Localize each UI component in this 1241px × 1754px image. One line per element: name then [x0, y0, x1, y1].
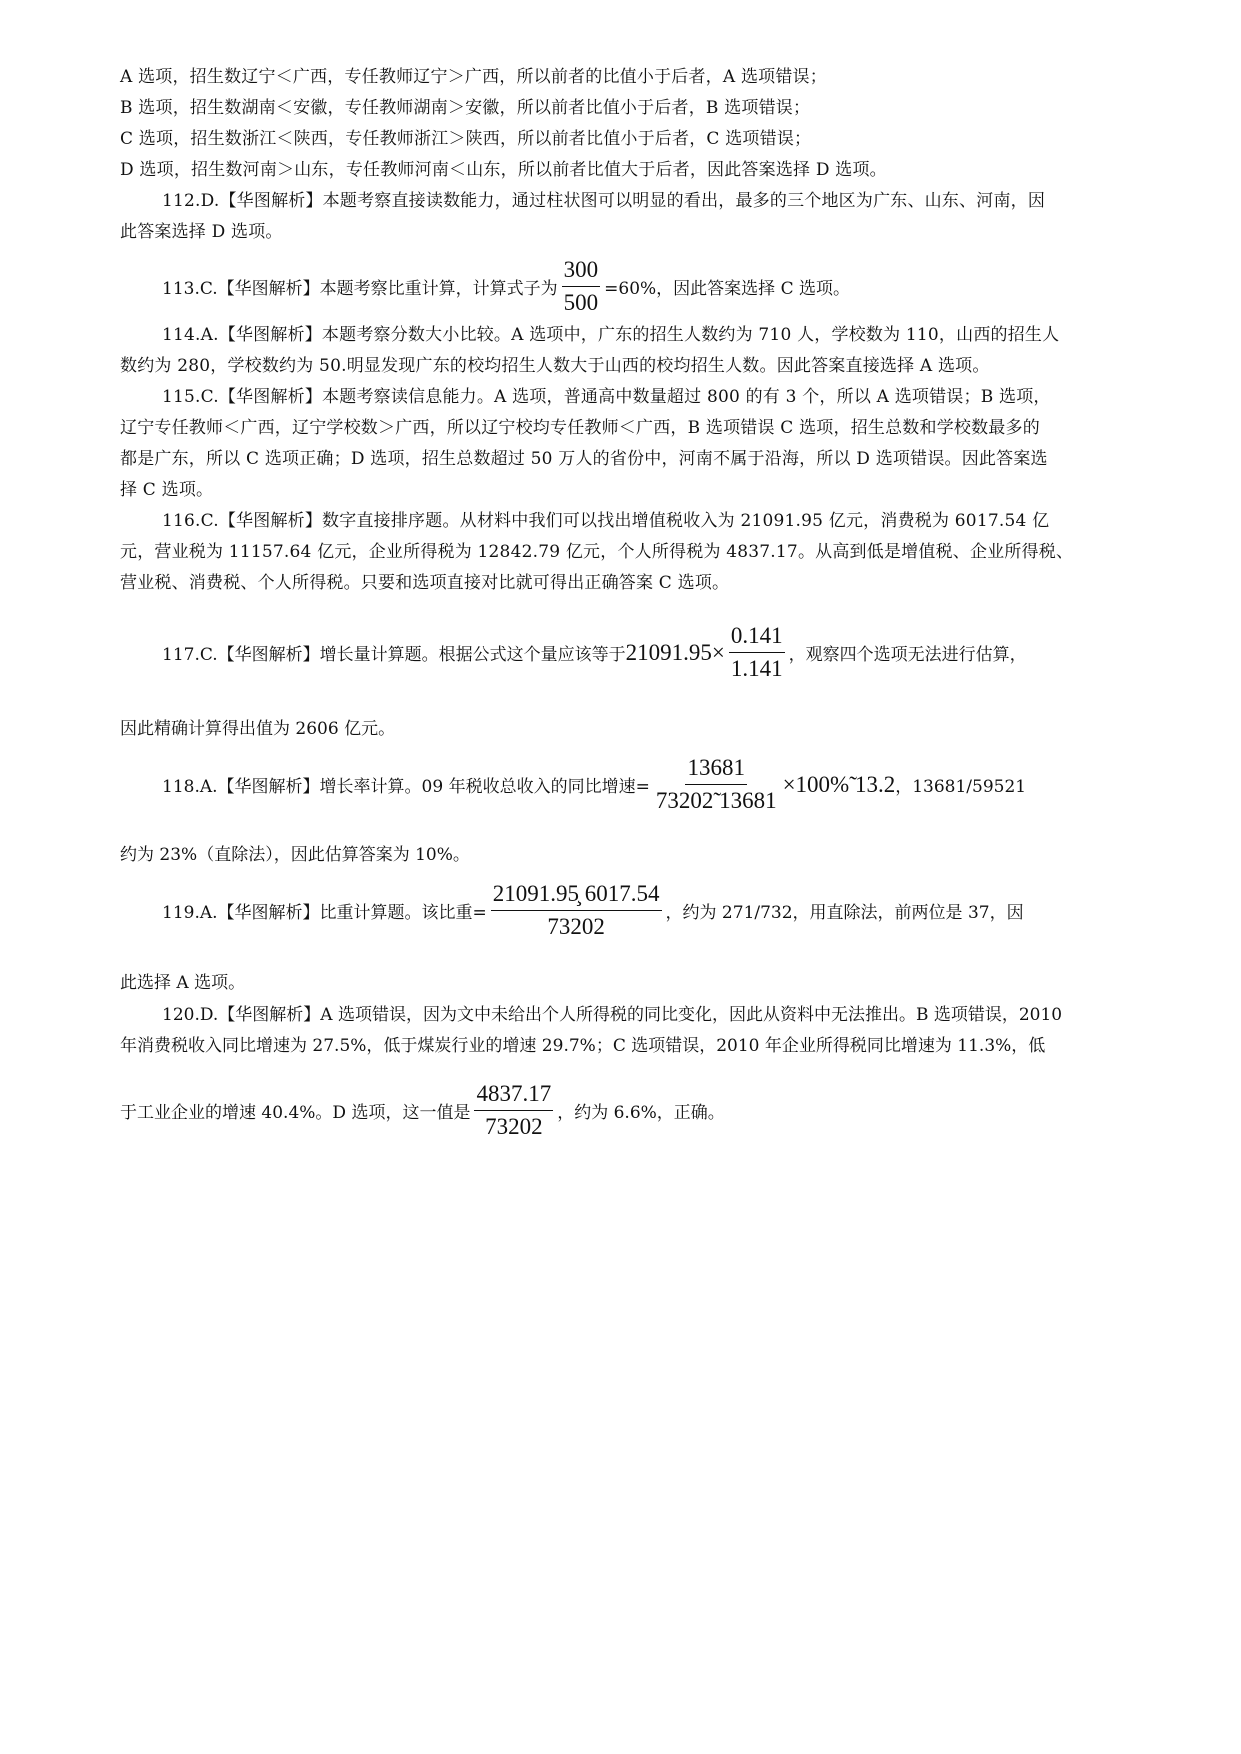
answer-113 — [162, 256, 850, 317]
fraction-denominator: 73202̃ 13681 — [655, 788, 777, 813]
answer-120 — [120, 1080, 725, 1141]
fraction-numerator: 13681 — [685, 754, 747, 785]
fraction-denominator: 73202 — [485, 1114, 543, 1139]
fraction-denominator: 1.141 — [730, 656, 783, 681]
fraction-numerator: 4837.17 — [474, 1080, 553, 1111]
text-line: 择 C 选项。 — [120, 480, 214, 500]
text-line: 营业税、消费税、个人所得税。只要和选项直接对比就可得出正确答案 C 选项。 — [120, 573, 730, 593]
text-line: 数约为 280，学校数约为 50.明显发现广东的校均招生人数大于山西的校均招生人数。因此答案直接选择 A 选项。 — [120, 356, 990, 376]
text-line: 115.C.【华图解析】本题考察读信息能力。A 选项，普通高中数量超过 800 的有 3 个，所以 A 选项错误；B 选项， — [162, 387, 1051, 407]
fraction-numerator: 21091.95̧ 6017.54 — [491, 880, 662, 911]
answer-117 — [162, 622, 1027, 683]
text-line: 辽宁专任教师＜广西，辽宁学校数＞广西，所以辽宁校均专任教师＜广西，B 选项错误 C 选项，招生总数和学校数最多的 — [120, 418, 1040, 438]
text-line: 都是广东，所以 C 选项正确；D 选项，招生总数超过 50 万人的省份中，河南不属于沿海，所以 D 选项错误。因此答案选 — [120, 449, 1048, 469]
fraction-denominator: 73202 — [547, 914, 605, 939]
text-line: B 选项，招生数湖南＜安徽，专任教师湖南＞安徽，所以前者比值小于后者，B 选项错误； — [120, 98, 811, 118]
text-line: 112.D.【华图解析】本题考察直接读数能力，通过柱状图可以明显的看出，最多的三个地区为广东、山东、河南，因 — [162, 191, 1046, 211]
fraction-numerator: 0.141 — [729, 622, 785, 653]
fraction-117 — [729, 622, 785, 683]
fraction-119 — [491, 880, 662, 941]
formula-base: 21091.95 — [625, 639, 712, 665]
answer-119 — [162, 880, 1024, 941]
answer-block-111-112 — [120, 62, 1128, 248]
answer-120-line2: 年消费税收入同比增速为 27.5%，低于煤炭行业的增速 29.7%；C 选项错误，2010 年企业所得税同比增速为 11.3%，低 — [120, 1036, 1046, 1056]
answer-120-text: 于工业企业的增速 40.4%。D 选项，这一值是 — [120, 1103, 471, 1123]
fraction-denominator: 500 — [563, 290, 599, 315]
fraction-113 — [562, 256, 601, 317]
answer-113-text: 113.C.【华图解析】本题考察比重计算，计算式子为 — [162, 279, 558, 299]
answer-118-text: 118.A.【华图解析】增长率计算。09 年税收总收入的同比增速= — [162, 777, 650, 797]
text-line: A 选项，招生数辽宁＜广西，专任教师辽宁＞广西，所以前者的比值小于后者，A 选项错误； — [120, 67, 827, 87]
answer-block-114-116 — [120, 320, 1128, 599]
text-line: 元，营业税为 11157.64 亿元，企业所得税为 12842.79 亿元，个人所得税为 4837.17。从高到低是增值税、企业所得税、 — [120, 542, 1074, 562]
multiply-sign: × — [711, 639, 725, 665]
text-line: C 选项，招生数浙江＜陕西，专任教师浙江＞陕西，所以前者比值小于后者，C 选项错误； — [120, 129, 812, 149]
answer-119-text: 119.A.【华图解析】比重计算题。该比重= — [162, 903, 487, 923]
answer-118-after: ，13681/59521 — [895, 777, 1027, 797]
answer-117-continuation: 因此精确计算得出值为 2606 亿元。 — [120, 719, 396, 739]
text-line: 114.A.【华图解析】本题考察分数大小比较。A 选项中，广东的招生人数约为 710 人，学校数为 110，山西的招生人 — [162, 325, 1060, 345]
text-line: 116.C.【华图解析】数字直接排序题。从材料中我们可以找出增值税收入为 21091.95 亿元，消费税为 6017.54 亿 — [162, 511, 1050, 531]
answer-119-after: ，约为 271/732，用直除法，前两位是 37，因 — [665, 903, 1024, 923]
answer-117-text: 117.C.【华图解析】增长量计算题。根据公式这个量应该等于 — [162, 645, 626, 665]
answer-113-result: =60%，因此答案选择 C 选项。 — [604, 279, 851, 299]
fraction-118 — [654, 754, 779, 815]
text-line: D 选项，招生数河南＞山东，专任教师河南＜山东，所以前者比值大于后者，因此答案选择 D 选项。 — [120, 160, 887, 180]
fraction-120 — [474, 1080, 553, 1141]
answer-120-line1: 120.D.【华图解析】A 选项错误，因为文中未给出个人所得税的同比变化，因此从资料中无法推出。B 选项错误，2010 — [162, 1005, 1063, 1025]
answer-120-after: ，约为 6.6%，正确。 — [557, 1103, 725, 1123]
formula-percent: ×100%̃ 13.2 — [782, 771, 896, 797]
answer-117-after: ，观察四个选项无法进行估算， — [788, 645, 1027, 665]
fraction-numerator: 300 — [562, 256, 601, 287]
answer-118-continuation: 约为 23%（直除法），因此估算答案为 10%。 — [120, 845, 470, 865]
text-line: 此答案选择 D 选项。 — [120, 222, 283, 242]
answer-119-continuation: 此选择 A 选项。 — [120, 973, 246, 993]
answer-118 — [162, 754, 1026, 815]
